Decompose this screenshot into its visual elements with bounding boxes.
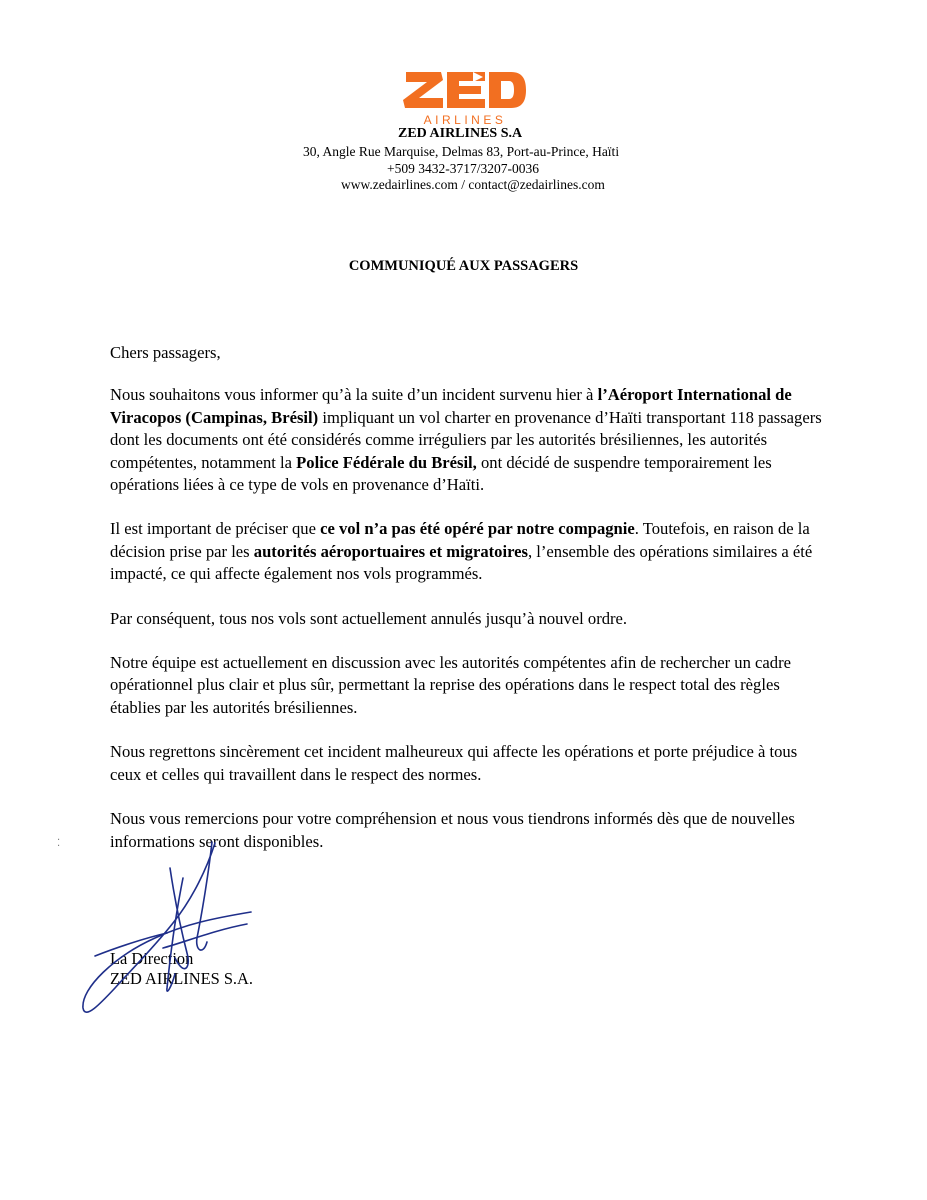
company-phone: +509 3432-3717/3207-0036: [387, 161, 539, 176]
company-name: ZED AIRLINES S.A: [398, 126, 523, 141]
bold-airport: l’Aéroport International de Viracopos (Campinas, Brésil): [110, 385, 792, 427]
document-title: COMMUNIQUÉ AUX PASSAGERS: [348, 258, 579, 274]
bold-authorities: autorités aéroportuaires et migratoires: [253, 541, 528, 561]
handwritten-signature: [75, 838, 260, 1028]
zed-airlines-logo: [403, 68, 527, 126]
paragraph-regret: Nous regrettons sincèrement cet incident malheureux qui affecte les opérations et porte préjudice à tous ceux et celles qui travaillent dans le respect des normes.: [110, 742, 798, 784]
company-web-contact: www.zedairlines.com / contact@zedairlines.com: [341, 177, 605, 192]
margin-mark: ⁚: [57, 838, 61, 849]
greeting: Chers passagers,: [110, 343, 221, 362]
paragraph-discussion: Notre équipe est actuellement en discussion avec les autorités compétentes afin de rechercher un cadre opérationnel plus clair et plus sûr, permettant la reprise des opérations dans le respect total des règles établies par les autorités brésiliennes.: [110, 653, 791, 717]
paragraph-clarification: [110, 518, 830, 585]
text-span: impliquant un vol charter en provenance d’Haïti transportant 118 passagers dont les documents ont été considérés comme irréguliers par les autorités brésiliennes, les autorités compétentes, notamment la: [110, 407, 822, 472]
signature-line-company: ZED AIRLINES S.A.: [110, 969, 253, 988]
text-span: ont décidé de suspendre temporairement les opérations liées à ce type de vols en provenance d’Haïti.: [110, 452, 772, 495]
bold-not-operated: ce vol n’a pas été opéré par notre compagnie: [320, 519, 635, 539]
logo-letter-d: [489, 72, 526, 108]
paragraph-incident: [110, 384, 830, 496]
paragraph-cancellation: Par conséquent, tous nos vols sont actuellement annulés jusqu’à nouvel ordre.: [110, 608, 628, 628]
signature-line-direction: La Direction: [110, 949, 194, 968]
logo-subtext: AIRLINES: [423, 113, 507, 126]
text-span: Il est important de préciser que: [110, 519, 321, 539]
bold-police: Police Fédérale du Brésil,: [296, 452, 477, 472]
paragraph-thanks: Nous vous remercions pour votre compréhension et nous vous tiendrons informés dès que de nouvelles informations seront disponibles.: [110, 809, 795, 851]
text-span: . Toutefois, en raison de la décision prise par les: [110, 519, 810, 561]
company-address: 30, Angle Rue Marquise, Delmas 83, Port-au-Prince, Haïti: [303, 144, 620, 159]
text-span: , l’ensemble des opérations similaires a été impacté, ce qui affecte également nos vols programmés.: [110, 541, 813, 584]
text-span: Nous souhaitons vous informer qu’à la suite d’un incident survenu hier à: [110, 385, 598, 405]
letter-body: [110, 342, 830, 875]
logo-letter-z: [403, 72, 443, 108]
